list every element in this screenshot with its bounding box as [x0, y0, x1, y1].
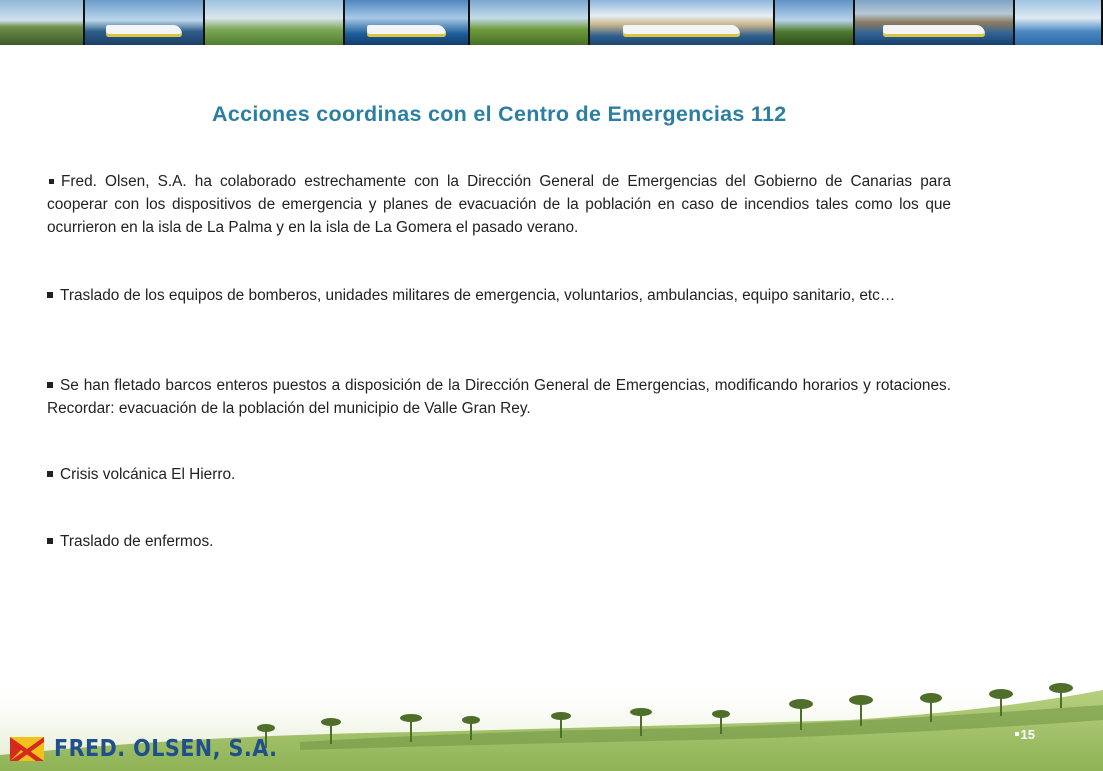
bullet-icon	[47, 292, 53, 298]
bullet-icon	[49, 179, 54, 184]
list-item	[47, 530, 951, 553]
banner-photo-ferry	[85, 0, 205, 45]
list-item	[47, 284, 951, 307]
photo-banner	[0, 0, 1103, 45]
page-number-bullet-icon	[1015, 732, 1019, 736]
list-item	[47, 374, 951, 420]
list-item-text: Traslado de los equipos de bomberos, unidades militares de emergencia, voluntarios, ambulancias, equipo sanitario, etc…	[60, 287, 896, 304]
company-logo	[10, 732, 302, 766]
banner-photo-golf	[205, 0, 345, 45]
list-item-text: Traslado de enfermos.	[60, 533, 214, 550]
page-number	[1015, 727, 1035, 742]
banner-photo-villa	[0, 0, 85, 45]
banner-photo-coast	[470, 0, 590, 45]
list-item-text: Se han fletado barcos enteros puestos a disposición de la Dirección General de Emergencias, modificando horarios y rotaciones. Recordar: evacuación de la población del municipio de Valle Gran Rey.	[47, 377, 951, 417]
banner-photo-port	[590, 0, 775, 45]
list-item-text: Crisis volcánica El Hierro.	[60, 466, 236, 483]
page-number-value: 15	[1020, 727, 1035, 742]
list-item	[47, 170, 951, 239]
logo-text: FRED. OLSEN, S.A.	[54, 736, 278, 762]
banner-photo-ferry-harbor	[855, 0, 1015, 45]
logo-flag-icon	[10, 737, 44, 761]
list-item-text: Fred. Olsen, S.A. ha colaborado estrechamente con la Dirección General de Emergencias del Gobierno de Canarias para cooperar con los dispositivos de emergencia y planes de evacuación de la población en caso de incendios tales como los que ocurrieron en la isla de La Palma y en la isla de La Gomera el pasado verano.	[47, 173, 951, 236]
slide-title: Acciones coordinas con el Centro de Emergencias 112	[212, 102, 787, 126]
banner-photo-palms	[775, 0, 855, 45]
banner-photo-ferry-sea	[345, 0, 470, 45]
list-item	[47, 463, 951, 486]
bullet-icon	[47, 538, 53, 544]
bullet-icon	[47, 471, 53, 477]
banner-photo-pool	[1015, 0, 1103, 45]
bullet-icon	[47, 382, 53, 388]
